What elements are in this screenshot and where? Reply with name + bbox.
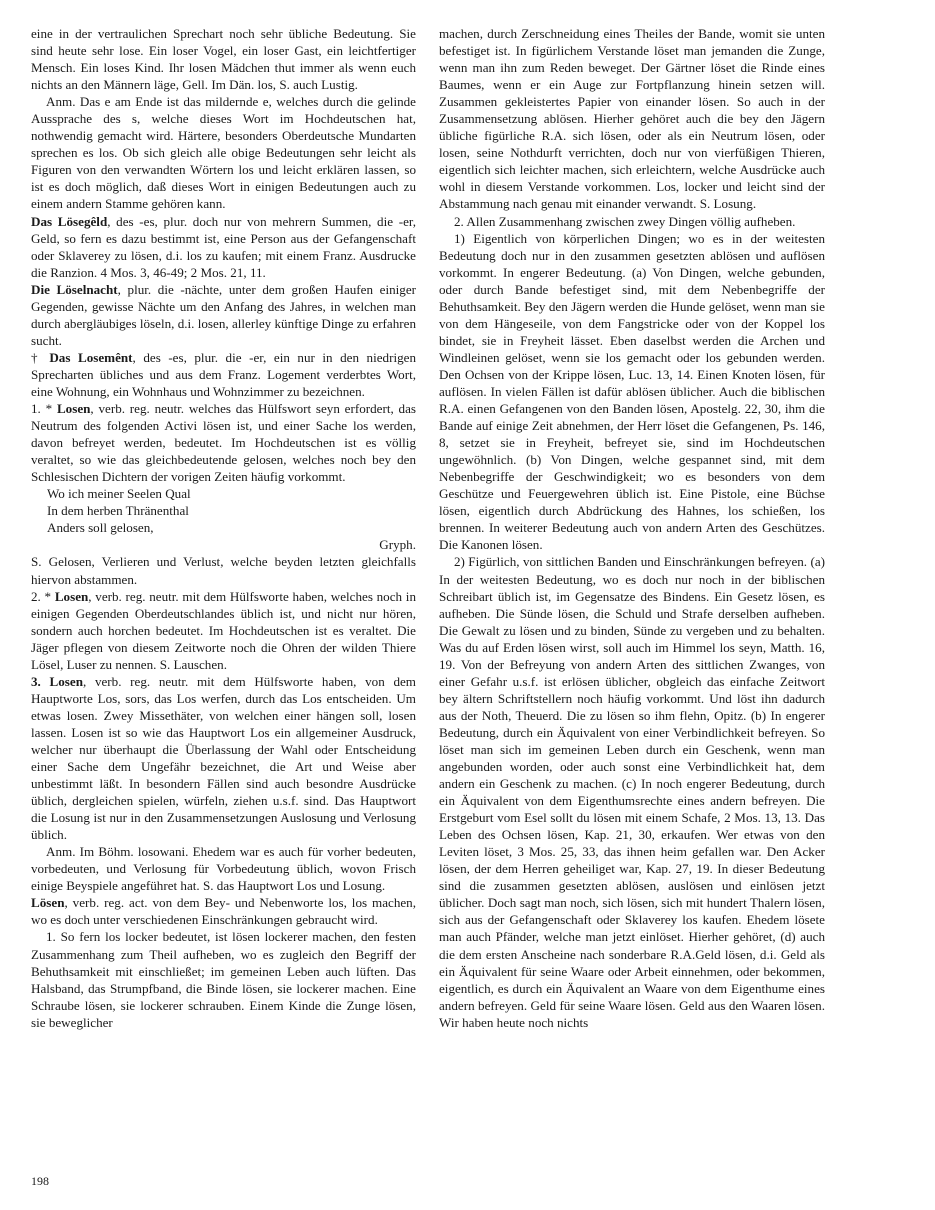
verse-line: Anders soll gelosen, (47, 520, 154, 536)
entry-losen-2 (31, 588, 416, 673)
paragraph-continuation: eine in der vertraulichen Sprechart noch sehr übliche Bedeutung. Sie sind heute sehr lose. Ein loser Vogel, ein loser Gast, ein leichtfertiger Mensch. Ein loses Kind. Ihr losen Mädchen thut immer als wenn euch nichts an den Männern läge, Gell. Im Dän. los, S. auch Lustig. (31, 26, 416, 93)
entry-headword: Losen (54, 588, 89, 604)
entry-headword: Das Losemênt (49, 349, 133, 365)
entry-headword: Lösen (31, 895, 65, 911)
paragraph-sense-1: 1. So fern los locker bedeutet, ist lösen lockerer machen, den festen Zusammenhang zum Theil aufheben, wo es zugleich den Begriff der Behuthsamkeit mit einschließet; im gemeinen Leben auch lüften. Das Halsband, das Strumpfband, die Binde lösen, sie lockerer machen. Eine Schraube lösen, sie lockerer schrauben. Einem Kinde die Zunge lösen, sie beweglicher (31, 929, 416, 1030)
entry-body: , des -es, plur. die -er, ein nur in den niedrigen Sprecharten übliches und aus dem Franz. Logement verderbtes Wort, eine Wohnung, ein Wohnhaus und Wohnzimmer zu bezeichnen. (31, 349, 417, 399)
entry-headword: Die Löselnacht (31, 281, 118, 297)
right-column (439, 25, 825, 1031)
entry-headword: Losen (56, 401, 91, 417)
entry-number: 1. * (31, 401, 57, 417)
paragraph-continuation: machen, durch Zerschneidung eines Theiles der Bande, womit sie unten befestiget ist. In figürlichem Verstande löset man jemanden die Zunge, wenn man ihn zum Reden beweget. Der Gärtner löset die Rinde eines Baumes, wenn er ein Auge zur Fortpflanzung hinein setzen will. Zusammen gekleistertes Papier von einander lösen. So auch in der Zusammensetzung ablösen. Hierher gehöret auch die bey den Jägern übliche figürliche R.A. sich lösen, oder als ein Neutrum lösen, oder losen, seine Nothdurft verrichten, doch nur von vierfüßigen Thieren, eigentlich sich leichter machen, sich erleichtern, welche Ausdrücke auch wohl in diesem Verstande vorkommen. Los, locker und leicht sind der Abstammung nach genau mit einander verwandt. S. Losung. (439, 26, 825, 212)
left-column (31, 25, 416, 1031)
verse-source: Gryph. (379, 537, 416, 553)
entry-body: , des -es, plur. doch nur von mehrern Summen, die -er, Geld, so fern es dazu bestimmt ist, eine Person aus der Gefangenschaft oder Sklaverey zu lösen, d.i. los zu kaufen; mit einem Franz. Ausdrucke die Ranzion. 4 Mos. 3, 46-49; 2 Mos. 21, 11. (31, 213, 416, 280)
entry-headword: Das Lösegêld (31, 213, 108, 229)
paragraph-anm: Anm. Das e am Ende ist das mildernde e, welches durch die gelinde Aussprache des s, welche dieses Wort im Hochdeutschen hat, nothwendig gemacht wird. Härtere, besonders Oberdeutsche Mundarten sprechen es los. Ob sich gleich alle obige Bedeutungen sehr leicht als Figuren von den verwandten Wörtern los und leicht erklären lassen, so ist es doch möglich, daß dieses Wort in einigen Bedeutungen auch zu einem andern Stamme gehören kann. (31, 94, 416, 212)
entry-losement (31, 349, 416, 400)
entry-loeselnacht (31, 281, 416, 349)
entry-body: , plur. die -nächte, unter dem großen Haufen einiger Gegenden, gewisse Nächte um den Anfang des Jahres, in welchen man durch abergläubiges löseln, d.i. losen, allerley künftige Dinge zu erfahren sucht. (31, 281, 416, 348)
entry-body: , verb. reg. neutr. mit dem Hülfsworte haben, welches noch in einigen Gegenden Oberdeutschlandes üblich ist, und nicht nur hören, sondern auch horchen bedeutet. Im Hochdeutschen ist es veraltet. Die Jäger pflegen von diesem Zeitworte noch die Ohren der wilden Thiere Lösel, Luser zu nennen. S. Lauschen. (31, 588, 416, 672)
entry-body: , verb. reg. neutr. welches das Hülfswort seyn erfordert, das Neutrum des folgenden Activi lösen ist, und einer Sache los werden, davon befreyet werden, bedeutet. Im Hochdeutschen ist es völlig veraltet, so wie das gleichbedeutende gelosen, welches noch bey den Schlesischen Dichtern der vorigen Zeiten häufig vorkommt. (31, 401, 416, 485)
verse-line: Wo ich meiner Seelen Qual (47, 486, 191, 502)
entry-headword: 3. Losen (31, 673, 83, 689)
entry-loesegeld (31, 213, 416, 281)
entry-mark: † (31, 349, 50, 365)
paragraph-sense-2-2: 2) Figürlich, von sittlichen Banden und Einschränkungen befreyen. (a) In der weitesten Bedeutung, wo es doch nur noch in der biblischen Schreibart üblich ist, im Gegensatze des Bindens. Ein Gesetz lösen, es aufheben. Die Sünde lösen, die Schuld und Strafe derselben aufheben. Die Gewalt zu lösen und zu binden, Sünde zu vergeben und zu behalten. Was du auf Erden lösen wirst, soll auch im Himmel los seyn, Matth. 16, 19. Von der Befreyung von andern Arten des sittlichen Zwanges, von einer Gefahr u.s.f. ist erlösen üblicher, obgleich das einfache Zeitwort bey ältern Schriftstellern noch häufig vorkommt. Und löst ihn dadurch aus der Noth, Theuerd. Die zu lösen so ihm flehn, Opitz. (b) In engerer Bedeutung, durch ein Äquivalent von einer Verbindlichkeit befreyen. So löset man sich im gemeinen Leben durch ein Geschenk, wenn man angebunden worden, oder auch sonst eine Verbindlichkeit hat, dem andern ein Geschenk zu machen. (c) In noch engerer Bedeutung, durch ein Äquivalent von dem Eigenthumsrechte eines andern befreyen. Die Erstgeburt vom Esel sollt du lösen mit einem Schafe, 2 Mos. 13, 13. Das Leben des Ochsen lösen, Kap. 21, 30, erkaufen. Wer etwas von den Leviten löset, 3 Mos. 25, 33, das ihnen heim gefallen war. Den Acker lösen, der dem Herren geheiliget war, Kap. 27, 19. In dieser Bedeutung sind die zusammen gesetzten ablösen, auslösen und einlösen jetzt üblicher. Doch sagt man noch, sich lösen, sich mit hundert Thalern lösen, sich aus der Gefangenschaft oder Sklaverey los kaufen. Ehedem lösete man auch Pfänder, welche man jetzt einlöset. Hierher gehöret, (d) auch die dem ersten Anscheine nach sonderbare R.A.Geld lösen, d.i. Geld als ein Äquivalent für seine Waare oder Arbeit einnehmen, oder bekommen, eigentlich, es durch ein Äquivalent an Waare von dem Eigenthume eines andern befreyen. Geld für seine Waare lösen. Geld aus den Waaren lösen. Wir haben heute noch nichts (439, 554, 825, 1030)
page-number: 198 (31, 1174, 49, 1188)
entry-number: 2. * (31, 588, 55, 604)
paragraph-anm-2: Anm. Im Böhm. losowani. Ehedem war es auch für vorher bedeuten, vorbedeuten, und Verlosung für Vorbedeutung üblich, wovon Frisch einige Beyspiele angeführet hat. S. das Hauptwort Los und Losung. (31, 844, 416, 894)
entry-loesen (31, 894, 416, 928)
paragraph-sense-2: 2. Allen Zusammenhang zwischen zwey Dingen völlig aufheben. (454, 213, 796, 229)
paragraph-sense-2-1: 1) Eigentlich von körperlichen Dingen; wo es in der weitesten Bedeutung doch nur in den zusammen gesetzten ablösen und auflösen vorkommt. In engerer Bedeutung. (a) Von Dingen, welche gebunden, oder durch Bande befestiget sind, mit dem Nebenbegriffe der Behuthsamkeit. Bey den Jägern werden die Hunde gelöset, wenn man sie von dem Hängeseile, von dem Fangstricke oder von der Koppel los bindet, sie in Freyheit lässet. Eben daselbst werden die Archen und Windleinen gelöset, wenn sie los gemacht oder los gebunden werden. Den Ochsen von der Krippe lösen, Luc. 13, 14. Einen Knoten lösen, für auflösen. In vielen Fällen ist dafür ablösen üblicher. Auch die biblischen R.A. einen Gefangenen von den Banden lösen, Apostelg. 22, 30, ihm die Bande auf einige Zeit abnehmen, der Herr löset die Gefangenen, Ps. 146, 8, setzet sie in Freyheit, befreyet sie, sind im Hochdeutschen ungewöhnlich. (b) Von Dingen, welche gespannet sind, mit dem Nebenbegriffe der Geschwindigkeit; wo es besonders von dem Geschütze und Feuergewehren üblich ist. Eine Pistole, eine Büchse lösen, eigentlich durch Abdrückung des Hahnes, los schießen, los brennen. In weiterer Bedeutung auch von andern Arten des Geschützes. Die Kanonen lösen. (439, 230, 825, 553)
paragraph-gelosen: S. Gelosen, Verlieren und Verlust, welche beyden letzten gleichfalls hiervon abstammen. (31, 554, 416, 587)
entry-losen-1 (31, 400, 416, 485)
entry-losen-3 (31, 673, 416, 843)
entry-body: , verb. reg. act. von dem Bey- und Nebenworte los, los machen, wo es doch unter verschiedenen Einschränkungen gebraucht wird. (31, 895, 416, 928)
entry-body: , verb. reg. neutr. mit dem Hülfsworte haben, von dem Hauptworte Los, sors, das Los werfen, durch das Los entscheiden. Um etwas losen. Zwey Missethäter, von welchen einer hängen soll, losen lassen. Losen ist so wie das Hauptwort Los ein allgemeiner Ausdruck, welcher nur überhaupt die Überlassung der Wahl oder Entscheidung einer Sache dem Ungefähr bezeichnet, die Art und Weise aber unbestimmt läßt. In besondern Fällen sind auch besondre Ausdrücke üblich, dergleichen spielen, würfeln, ziehen u.s.f. sind. Das Hauptwort die Losung ist nur in den Zusammensetzungen Auslosung und Verlosung üblich. (31, 673, 416, 843)
verse-line: In dem herben Thränenthal (47, 503, 189, 519)
